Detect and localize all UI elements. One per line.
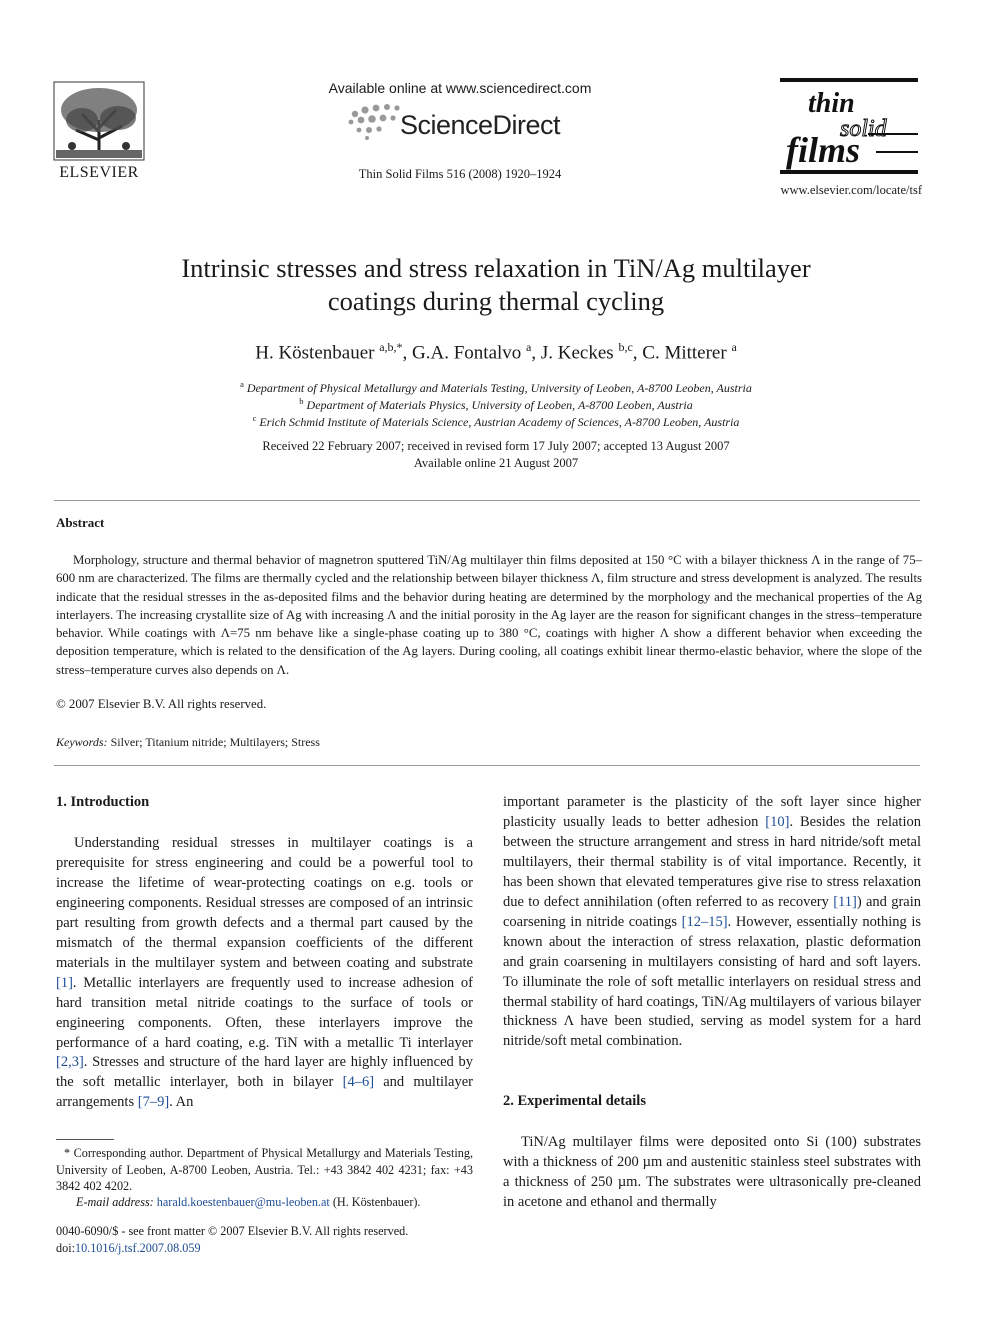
title-line-2: coatings during thermal cycling: [327, 286, 665, 316]
paragraph-text: . Metallic interlayers are frequently used to increase adhesion of hard transition metal nitride coatings to the surface of tools or engineering components. Often, these interlayers improve the performance of a hard coating, e.g. TiN with a metallic Ti interlayer: [56, 974, 473, 1051]
journal-url[interactable]: www.elsevier.com/locate/tsf: [780, 183, 922, 197]
reference-link[interactable]: [11]: [833, 893, 857, 910]
reference-link[interactable]: [10]: [765, 813, 790, 830]
article-title: [60, 252, 932, 318]
experimental-body: [503, 1133, 921, 1213]
sciencedirect-logo[interactable]: ScienceDirect: [400, 110, 561, 140]
paragraph-text: . Stresses and structure of the hard layer are highly influenced by the soft metallic interlayer, both in bilayer: [56, 1054, 473, 1091]
affiliation-text: Erich Schmid Institute of Materials Science, Austrian Academy of Sciences, A-8700 Leoben, Austria: [259, 415, 740, 429]
divider: [54, 765, 920, 766]
abstract-body: Morphology, structure and thermal behavior of magnetron sputtered TiN/Ag multilayer thin films deposited at 150 °C with a bilayer thickness Λ in the range of 75–600 nm are characterized. The films are thermally cycled and the relationship between bilayer thickness Λ, film structure and stress development is analyzed. The results indicate that the residual stresses in the as-deposited films and the behavior during heating are determined by the morphology and the mechanical properties of the Ag interlayers. The increasing crystallite size of Ag with increasing Λ and the initial porosity in the Ag layer are the reason for significant changes in the stress–temperature behavior. While coatings with Λ=75 nm behave like a single-phase coating up to 380 °C, coatings with higher Λ show a different behavior when exceeding the deposition temperature, which is related to the densification of the Ag layers. During cooling, all coatings exhibit linear thermo-elastic behavior, where the slope of the stress–temperature curves also depends on Λ.: [56, 553, 922, 677]
title-line-1: Intrinsic stresses and stress relaxation in TiN/Ag multilayer: [181, 253, 811, 283]
section-heading-experimental: 2. Experimental details: [503, 1093, 646, 1109]
svg-text:films: films: [786, 130, 861, 170]
divider: [54, 500, 920, 501]
svg-text:solid: solid: [840, 116, 887, 142]
affiliation-a: [60, 379, 932, 396]
corresponding-author-footnote: * Corresponding author. Department of Physical Metallurgy and Materials Testing, University of Leoben, A-8700 Leoben, Austria. Tel.: +43 3842 402 4231; fax: +43 3842 402 4202.: [56, 1146, 473, 1193]
available-online-date: Available online 21 August 2007: [413, 456, 579, 470]
abstract-heading: Abstract: [56, 515, 105, 530]
introduction-body: [56, 834, 473, 1113]
elsevier-wordmark: ELSEVIER: [59, 164, 139, 181]
reference-link[interactable]: [7–9]: [137, 1094, 170, 1111]
author-name[interactable]: J. Keckes: [540, 342, 614, 364]
paragraph-text: and multilayer arrangements: [56, 1074, 473, 1111]
reference-link[interactable]: [4–6]: [342, 1074, 375, 1091]
affiliation-mark: c: [252, 413, 257, 423]
affiliation-text: Department of Materials Physics, University of Leoben, A-8700 Leoben, Austria: [306, 398, 693, 412]
abstract-copyright: © 2007 Elsevier B.V. All rights reserved.: [56, 697, 267, 711]
section-heading-introduction: 1. Introduction: [56, 794, 150, 810]
thin-solid-films-logo: [778, 78, 920, 178]
reference-link[interactable]: [2,3]: [56, 1054, 84, 1071]
author-affiliation-mark: a: [731, 340, 737, 354]
doi-prefix: doi:: [56, 1241, 75, 1255]
email-suffix: (H. Köstenbauer).: [329, 1195, 421, 1209]
author-affiliation-mark: b,c: [618, 340, 633, 354]
author-name[interactable]: G.A. Fontalvo: [412, 342, 522, 364]
paragraph-text: Understanding residual stresses in multilayer coatings is a prerequisite for stress engineering and could be a powerful tool to increase the lifetime of wear-protecting coatings on e.g. tools or engineering components. Residual stresses are composed of an intrinsic part resulting from growth defects and a thermal part caused by the mismatch of the thermal expansion coefficients of the different materials in the multilayer system and between coating and substrate: [56, 835, 473, 971]
author-affiliation-mark: a,b,*: [379, 340, 403, 354]
paragraph-text: . An: [169, 1094, 194, 1111]
author-name[interactable]: H. Köstenbauer: [255, 342, 375, 364]
affiliation-mark: a: [240, 379, 244, 389]
doi-line: [56, 1241, 201, 1256]
affiliation-text: Department of Physical Metallurgy and Materials Testing, University of Leoben, A-8700 Leoben, Austria: [246, 381, 752, 395]
reference-link[interactable]: [1]: [56, 974, 73, 991]
journal-citation: Thin Solid Films 516 (2008) 1920–1924: [358, 167, 562, 181]
available-online-text[interactable]: Available online at www.sciencedirect.com: [328, 80, 592, 96]
keywords-list: Silver; Titanium nitride; Multilayers; Stress: [110, 735, 320, 749]
issn-line: 0040-6090/$ - see front matter © 2007 Elsevier B.V. All rights reserved.: [56, 1224, 409, 1238]
author-name[interactable]: C. Mitterer: [642, 342, 727, 364]
paragraph: TiN/Ag multilayer films were deposited onto Si (100) substrates with a thickness of 200 µm and austenitic stainless steel substrates with a thickness of 250 µm. The substrates were ultrasonically pre-cleaned in acetone and ethanol and thermally: [503, 1134, 921, 1210]
svg-text:thin: thin: [808, 88, 855, 119]
paragraph: [503, 793, 921, 1052]
introduction-continued: [503, 793, 921, 1052]
author-affiliation-mark: a: [526, 340, 532, 354]
paragraph-text: important parameter is the plasticity of the soft layer since higher plasticity usually leads to better adhesion: [503, 794, 921, 830]
paragraph-text: ) and grain coarsening in nitride coatings: [503, 893, 921, 930]
email-link[interactable]: harald.koestenbauer@mu-leoben.at: [156, 1195, 330, 1209]
affiliation-b: [60, 396, 932, 413]
affiliation-c: [60, 413, 932, 430]
doi-link[interactable]: 10.1016/j.tsf.2007.08.059: [74, 1241, 201, 1255]
keywords: [56, 735, 320, 750]
affiliation-mark: b: [299, 396, 304, 406]
paragraph-text: . However, essentially nothing is known about the interaction of stress relaxation, plastic deformation and grain coarsening in multilayers consisting of hard and soft layers. To illuminate the role of soft metallic interlayers on residual stress and thermal stability of hard coatings, TiN/Ag multilayers of various bilayer thickness Λ have been studied, serving as model system for a hard nitride/soft metal combination.: [503, 913, 922, 1050]
paragraph-text: . Besides the relation between the structure arrangement and stress in hard nitride/soft metal multilayers, their thermal stability is of vital importance. Recently, it has been shown that elevated temperatures give rise to stress relaxation due to defect annihilation (often referred to as recovery: [503, 813, 921, 910]
email-footnote: [76, 1195, 420, 1210]
reference-link[interactable]: [12–15]: [681, 913, 728, 930]
received-dates: Received 22 February 2007; received in revised form 17 July 2007; accepted 13 August 2007: [262, 439, 730, 453]
footnote-rule: [56, 1139, 114, 1140]
paragraph: [56, 834, 473, 1113]
author-list: H. Köstenbauer $^{a,b,*}$, G.A. Fontalvo $^a$, J. Keckes $^{b,c}$, C. Mitterer $^a$: [255, 340, 737, 364]
email-label: E-mail address:: [76, 1195, 154, 1209]
keywords-label: Keywords:: [56, 735, 108, 749]
